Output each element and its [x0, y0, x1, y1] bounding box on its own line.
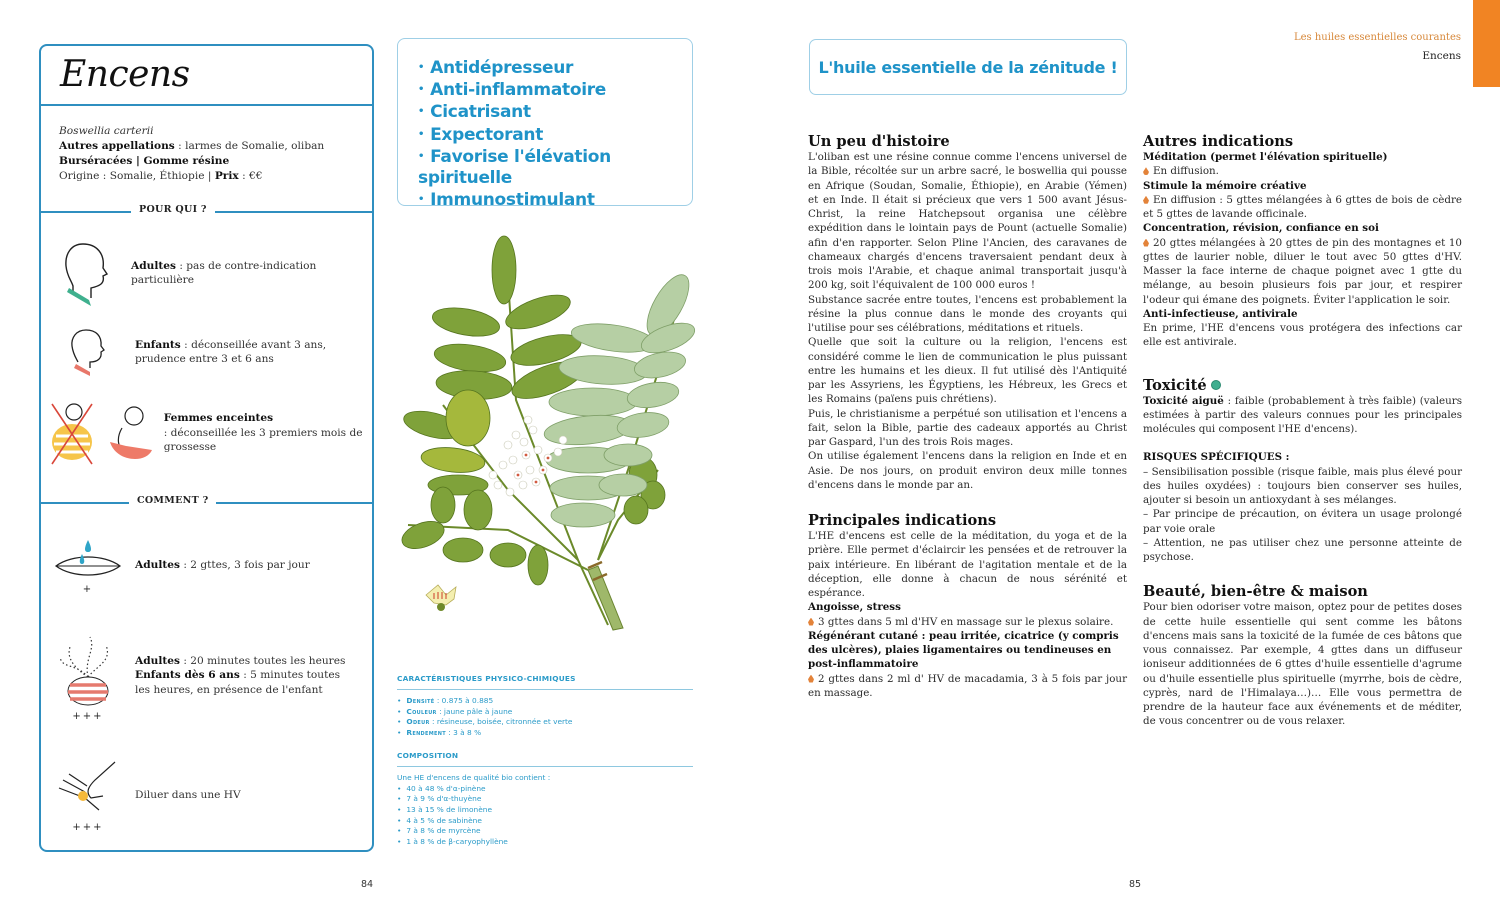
- composition-heading: COMPOSITION: [397, 751, 693, 767]
- main-indications-heading: Principales indications: [808, 512, 997, 529]
- risks-heading: RISQUES SPÉCIFIQUES :: [1143, 451, 1290, 464]
- skin-massage-icon: [41, 758, 135, 833]
- family-line: Burséracées | Gomme résine: [59, 155, 230, 167]
- indication-title: Régénérant cutané : peau irritée, cicatrice (y compris des ulcères), plaies ligamentaires ou tendineuses en post-inflammatoire: [808, 629, 1119, 671]
- property-item: • Anti-inflammatoire: [418, 79, 692, 101]
- indication-title: Anti-infectieuse, antivirale: [1143, 307, 1298, 320]
- composition-item: • 13 à 15 % de limonène: [397, 805, 693, 816]
- adult-head-icon: [41, 240, 131, 306]
- composition-intro: Une HE d'encens de qualité bio contient :: [397, 772, 551, 782]
- drop-icon: [1143, 239, 1149, 247]
- history-paragraph: L'oliban est une résine connue comme l'encens universel de la Bible, récoltée sur un arbre sacré, le boswellia qui pousse en Afrique (Soudan, Somalie, Éthiopie), en Arabie (Yémen) et en Inde. Il était si précieux que vers 1 500 avant Jésus-Christ, la reine Hatchepsout organisa une célèbre expédition dans le lointain pays de Pount (actuelle Somalie) afin d'en rapporter. Selon Pline l'Ancien, des caravanes de chameaux chargés d'encens traversaient pendant deux à trois mois l'Arabie, et chaque animal transportait jusqu'à 200 kg, soit l'équivalent de 100 000 euros !: [808, 151, 1127, 292]
- boswellia-plant-illustration: [398, 230, 703, 640]
- chapter-tab: [1473, 0, 1500, 87]
- rating: +++: [72, 711, 104, 722]
- risk-item: – Par principe de précaution, on évitera un usage prolongé par voie orale: [1143, 508, 1462, 535]
- risk-item: – Sensibilisation possible (risque faible, mais plus élevé pour des huiles oxydées) : toujours bien conserver ses huiles, ajouter si besoin un antioxydant à ses mélanges.: [1143, 465, 1462, 506]
- indication-usage: En diffusion.: [1143, 164, 1462, 178]
- other-indications-heading: Autres indications: [1143, 133, 1294, 150]
- for-whom-heading: POUR QUI ?: [131, 204, 215, 215]
- page-number-right: 85: [1129, 879, 1142, 890]
- profile-card: [39, 44, 374, 852]
- drop-icon: [808, 675, 814, 683]
- page-number-left: 84: [361, 879, 374, 890]
- composition-item: • 40 à 48 % d'α-pinène: [397, 784, 693, 795]
- rating: +: [82, 584, 94, 595]
- drop-icon: [1143, 167, 1149, 175]
- indication-text: En prime, l'HE d'encens vous protégera des infections car elle est antivirale.: [1143, 322, 1462, 349]
- toxicity-level-dot-icon: [1211, 380, 1221, 390]
- chapter-title: Les huiles essentielles courantes: [1294, 32, 1461, 43]
- history-paragraph: Quelle que soit la culture ou la religion, l'encens est considéré comme le lien de communication le plus puissant entre les humains et les dieux. Il fut utilisé dès l'Antiquité par les Assyriens, les Égyptiens, les Hébreux, les Grecs et les Romains (païens puis chrétiens).: [808, 336, 1127, 406]
- diffuser-icon: [41, 629, 135, 722]
- column-right: [1143, 133, 1462, 729]
- for-whom-pregnant: Femmes enceintes : déconseillée les 3 premiers mois de grossesse: [41, 400, 372, 466]
- physico-item: • Densité : 0.875 à 0.885: [397, 696, 693, 707]
- oil-title: Encens: [41, 46, 372, 106]
- property-item: • Immunostimulant: [418, 189, 692, 211]
- beauty-heading: Beauté, bien-être & maison: [1143, 583, 1368, 601]
- indication-title: Méditation (permet l'élévation spirituelle): [1143, 151, 1388, 163]
- for-whom-adults: Adultes : pas de contre-indication particulière: [41, 240, 372, 306]
- history-paragraph: Substance sacrée entre toutes, l'encens est probablement la résine la plus connue dans le monde des croyants qui l'utilise pour ses célébrations, méditations et rituels.: [808, 293, 1127, 334]
- risk-item: – Attention, ne pas utiliser chez une personne atteinte de psychose.: [1143, 536, 1462, 563]
- history-paragraph: On utilise également l'encens dans la religion en Inde et en Asie. De nos jours, on produit environ deux mille tonnes d'encens dans le monde par an.: [808, 450, 1127, 491]
- other-names: Autres appellations : larmes de Somalie, oliban: [59, 140, 325, 152]
- rating: +++: [72, 822, 104, 833]
- physico-item: • Couleur : jaune pâle à jaune: [397, 707, 693, 718]
- for-whom-children: Enfants : déconseillée avant 3 ans, prudence entre 3 et 6 ans: [41, 328, 372, 376]
- indication-title: Concentration, révision, confiance en soi: [1143, 222, 1379, 235]
- beauty-text: Pour bien odoriser votre maison, optez pour de petites doses de cette huile essentielle qui sent comme les bâtons d'encens mais sans la toxicité de la fumée de ces bâtons que vous connaissez. Par exemple, 4 gttes dans un diffuseur ioniseur additionnées de 6 gttes d'huile essentielle d'agrume ou d'huile essentielle plus spirituelle (myrrhe, bois de cèdre, cyprès, nard de l'Himalaya…)… Elle vous permettra de prendre de la hauteur face aux événements et de méditer, de vous concentrer ou de vous relaxer.: [1143, 601, 1462, 728]
- physico-item: • Rendement : 3 à 8 %: [397, 728, 693, 739]
- toxicity-heading: Toxicité: [1143, 377, 1462, 394]
- toxicity-acute: Toxicité aiguë : faible (probablement à très faible) (valeurs estimées à partir des valeurs connues pour les principales molécules qui composent l'HE d'encens).: [1143, 394, 1462, 435]
- properties-box: [397, 38, 693, 211]
- property-item: • Cicatrisant: [418, 101, 692, 123]
- drop-icon: [808, 618, 814, 626]
- for-whom-divider: [41, 204, 372, 215]
- physico-item: • Odeur : résineuse, boisée, citronnée et verte: [397, 717, 693, 728]
- physico-chemical-panel: [397, 674, 693, 848]
- child-head-icon: [41, 328, 135, 376]
- tagline-box: L'huile essentielle de la zénitude !: [809, 39, 1127, 95]
- composition-item: • 7 à 8 % de myrcène: [397, 826, 693, 837]
- indication-usage: 2 gttes dans 2 ml d' HV de macadamia, 3 à 5 fois par jour en massage.: [808, 672, 1127, 699]
- main-indications-intro: L'HE d'encens est celle de la méditation, du yoga et de la prière. Elle permet d'éclaircir les pensées et de retrouver la paix intérieure. En libérant de l'agitation mentale et de la déception, elle donne à chacun de nous sérénité et espérance.: [808, 530, 1127, 599]
- property-item: • Expectorant: [418, 124, 692, 146]
- oil-identity: [41, 106, 372, 184]
- indication-title: Stimule la mémoire créative: [1143, 179, 1307, 192]
- composition-item: • 1 à 8 % de β-caryophyllène: [397, 837, 693, 848]
- indication-usage: 3 gttes dans 5 ml d'HV en massage sur le plexus solaire.: [808, 615, 1127, 629]
- property-item: • Antidépresseur: [418, 57, 692, 79]
- composition-item: • 7 à 9 % d'α-thuyène: [397, 794, 693, 805]
- origin-price: Origine : Somalie, Éthiopie | Prix : €€: [59, 170, 263, 182]
- property-item: • Favorise l'élévation spirituelle: [418, 146, 692, 189]
- column-left: [808, 133, 1127, 700]
- indication-usage: 20 gttes mélangées à 20 gttes de pin des montagnes et 10 gttes de laurier noble, diluer le tout avec 50 gttes d'HV. Masser la face interne de chaque poignet avec 1 gtte du mélange, au besoin plusieurs fois par jour, et respirer l'odeur qui émane des poignets. Éviter l'application le soir.: [1143, 236, 1462, 306]
- entry-title: Encens: [1422, 50, 1461, 62]
- how-diffusion: +++ Adultes : 20 minutes toutes les heures Enfants dès 6 ans : 5 minutes toutes les heures, en présence de l'enfant: [41, 629, 372, 722]
- how-heading: COMMENT ?: [129, 495, 216, 506]
- physico-chemical-heading: CARACTÉRISTIQUES PHYSICO-CHIMIQUES: [397, 674, 693, 690]
- history-paragraph: Puis, le christianisme a perpétué son utilisation et l'encens a fait, selon la Bible, partie des cadeaux apportés au Christ par Gaspard, l'un des trois Rois mages.: [808, 407, 1127, 448]
- indication-title: Angoisse, stress: [808, 601, 901, 614]
- drop-icon: [1143, 196, 1149, 204]
- how-skin: +++ Diluer dans une HV: [41, 758, 372, 833]
- latin-name: Boswellia carterii: [59, 125, 154, 137]
- oral-drops-icon: [41, 536, 135, 595]
- running-head: [1294, 28, 1461, 66]
- indication-usage: En diffusion : 5 gttes mélangées à 6 gttes de bois de cèdre et 5 gttes de lavande officinale.: [1143, 193, 1462, 220]
- composition-item: • 4 à 5 % de sabinène: [397, 816, 693, 827]
- pregnant-woman-icon: [41, 400, 164, 466]
- history-heading: Un peu d'histoire: [808, 133, 950, 150]
- how-divider: [41, 495, 372, 506]
- how-oral: + Adultes : 2 gttes, 3 fois par jour: [41, 536, 372, 595]
